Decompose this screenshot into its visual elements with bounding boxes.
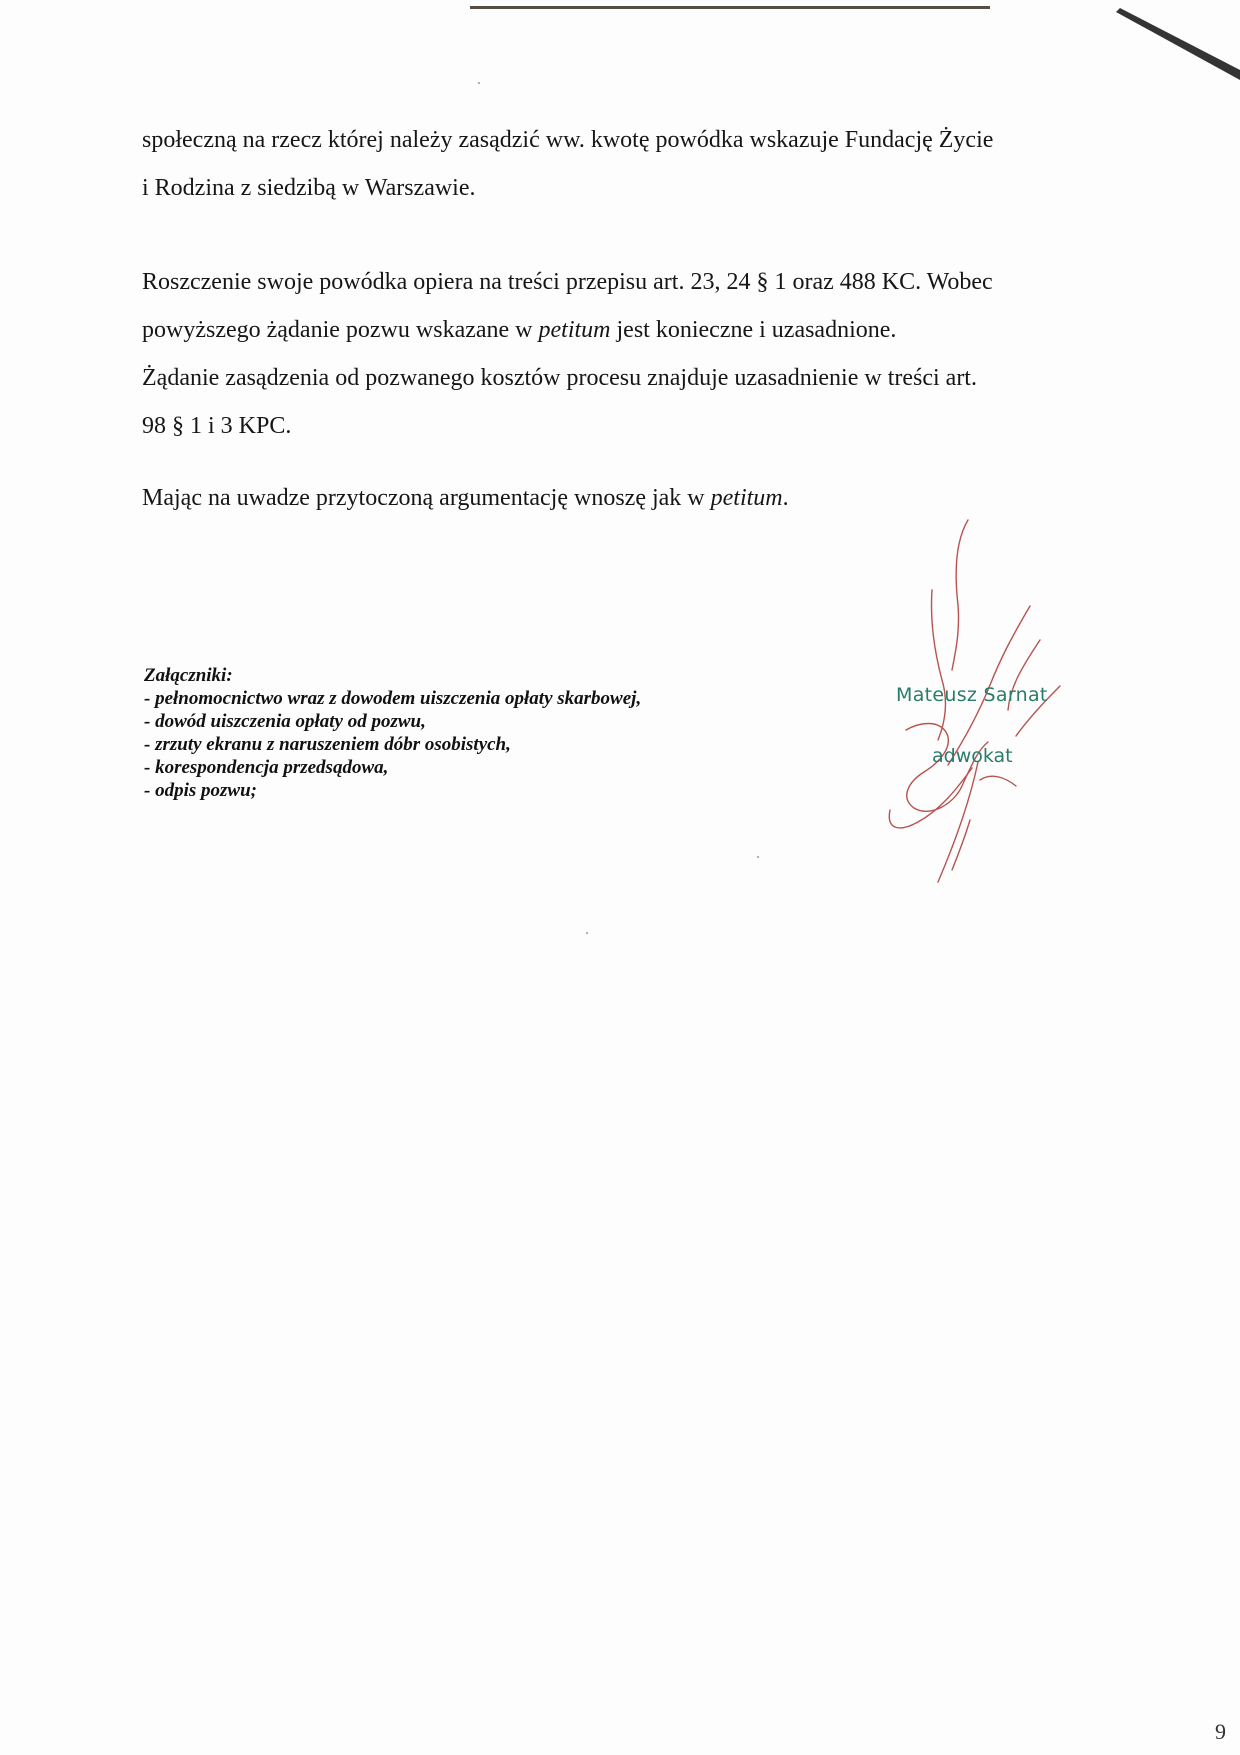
- italic-term: petitum: [710, 485, 783, 511]
- signature-name: Mateusz Sarnat: [896, 684, 1048, 706]
- attachment-item: - zrzuty ekranu z naruszeniem dóbr osobistych,: [144, 734, 511, 755]
- scan-top-edge: [470, 6, 990, 9]
- scan-speck: [586, 932, 588, 934]
- paragraph-line: [142, 306, 1132, 354]
- attachment-item: - dowód uiszczenia opłaty od pozwu,: [144, 711, 426, 732]
- attachment-item: - pełnomocnictwo wraz z dowodem uiszczenia opłaty skarbowej,: [144, 688, 642, 709]
- attachment-item: - korespondencja przedsądowa,: [144, 757, 389, 778]
- paragraph-legal-basis: [142, 258, 1132, 450]
- paragraph-line: Żądanie zasądzenia od pozwanego kosztów procesu znajduje uzasadnienie w treści art.: [142, 365, 977, 391]
- scan-speck: [478, 82, 480, 84]
- attachment-item: - odpis pozwu;: [144, 780, 257, 801]
- paragraph-charity: [142, 116, 1132, 212]
- page-mark: 9: [1215, 1719, 1226, 1744]
- scan-corner-fold: [1110, 0, 1240, 90]
- text-run: .: [782, 485, 789, 511]
- handwritten-signature: [860, 510, 1090, 930]
- scan-speck: [757, 856, 759, 858]
- text-run: powyższego żądanie pozwu wskazane w: [142, 317, 539, 343]
- paragraph-line: Roszczenie swoje powódka opiera na treści przepisu art. 23, 24 § 1 oraz 488 KC. Wobec: [142, 269, 993, 295]
- text-run: jest konieczne i uzasadnione.: [610, 317, 897, 343]
- paragraph-line: 98 § 1 i 3 KPC.: [142, 413, 292, 439]
- signature-title: adwokat: [932, 745, 1013, 767]
- paragraph-line: i Rodzina z siedzibą w Warszawie.: [142, 175, 476, 201]
- paragraph-line: społeczną na rzecz której należy zasądzić ww. kwotę powódka wskazuje Fundację Życie: [142, 127, 994, 153]
- attachments-heading: Załączniki:: [144, 665, 233, 686]
- attachments-items: [144, 687, 641, 802]
- attachments-list: [144, 664, 641, 802]
- italic-term: petitum: [538, 317, 611, 343]
- signature-block: [860, 510, 1090, 930]
- text-run: Mając na uwadze przytoczoną argumentację wnoszę jak w: [142, 485, 711, 511]
